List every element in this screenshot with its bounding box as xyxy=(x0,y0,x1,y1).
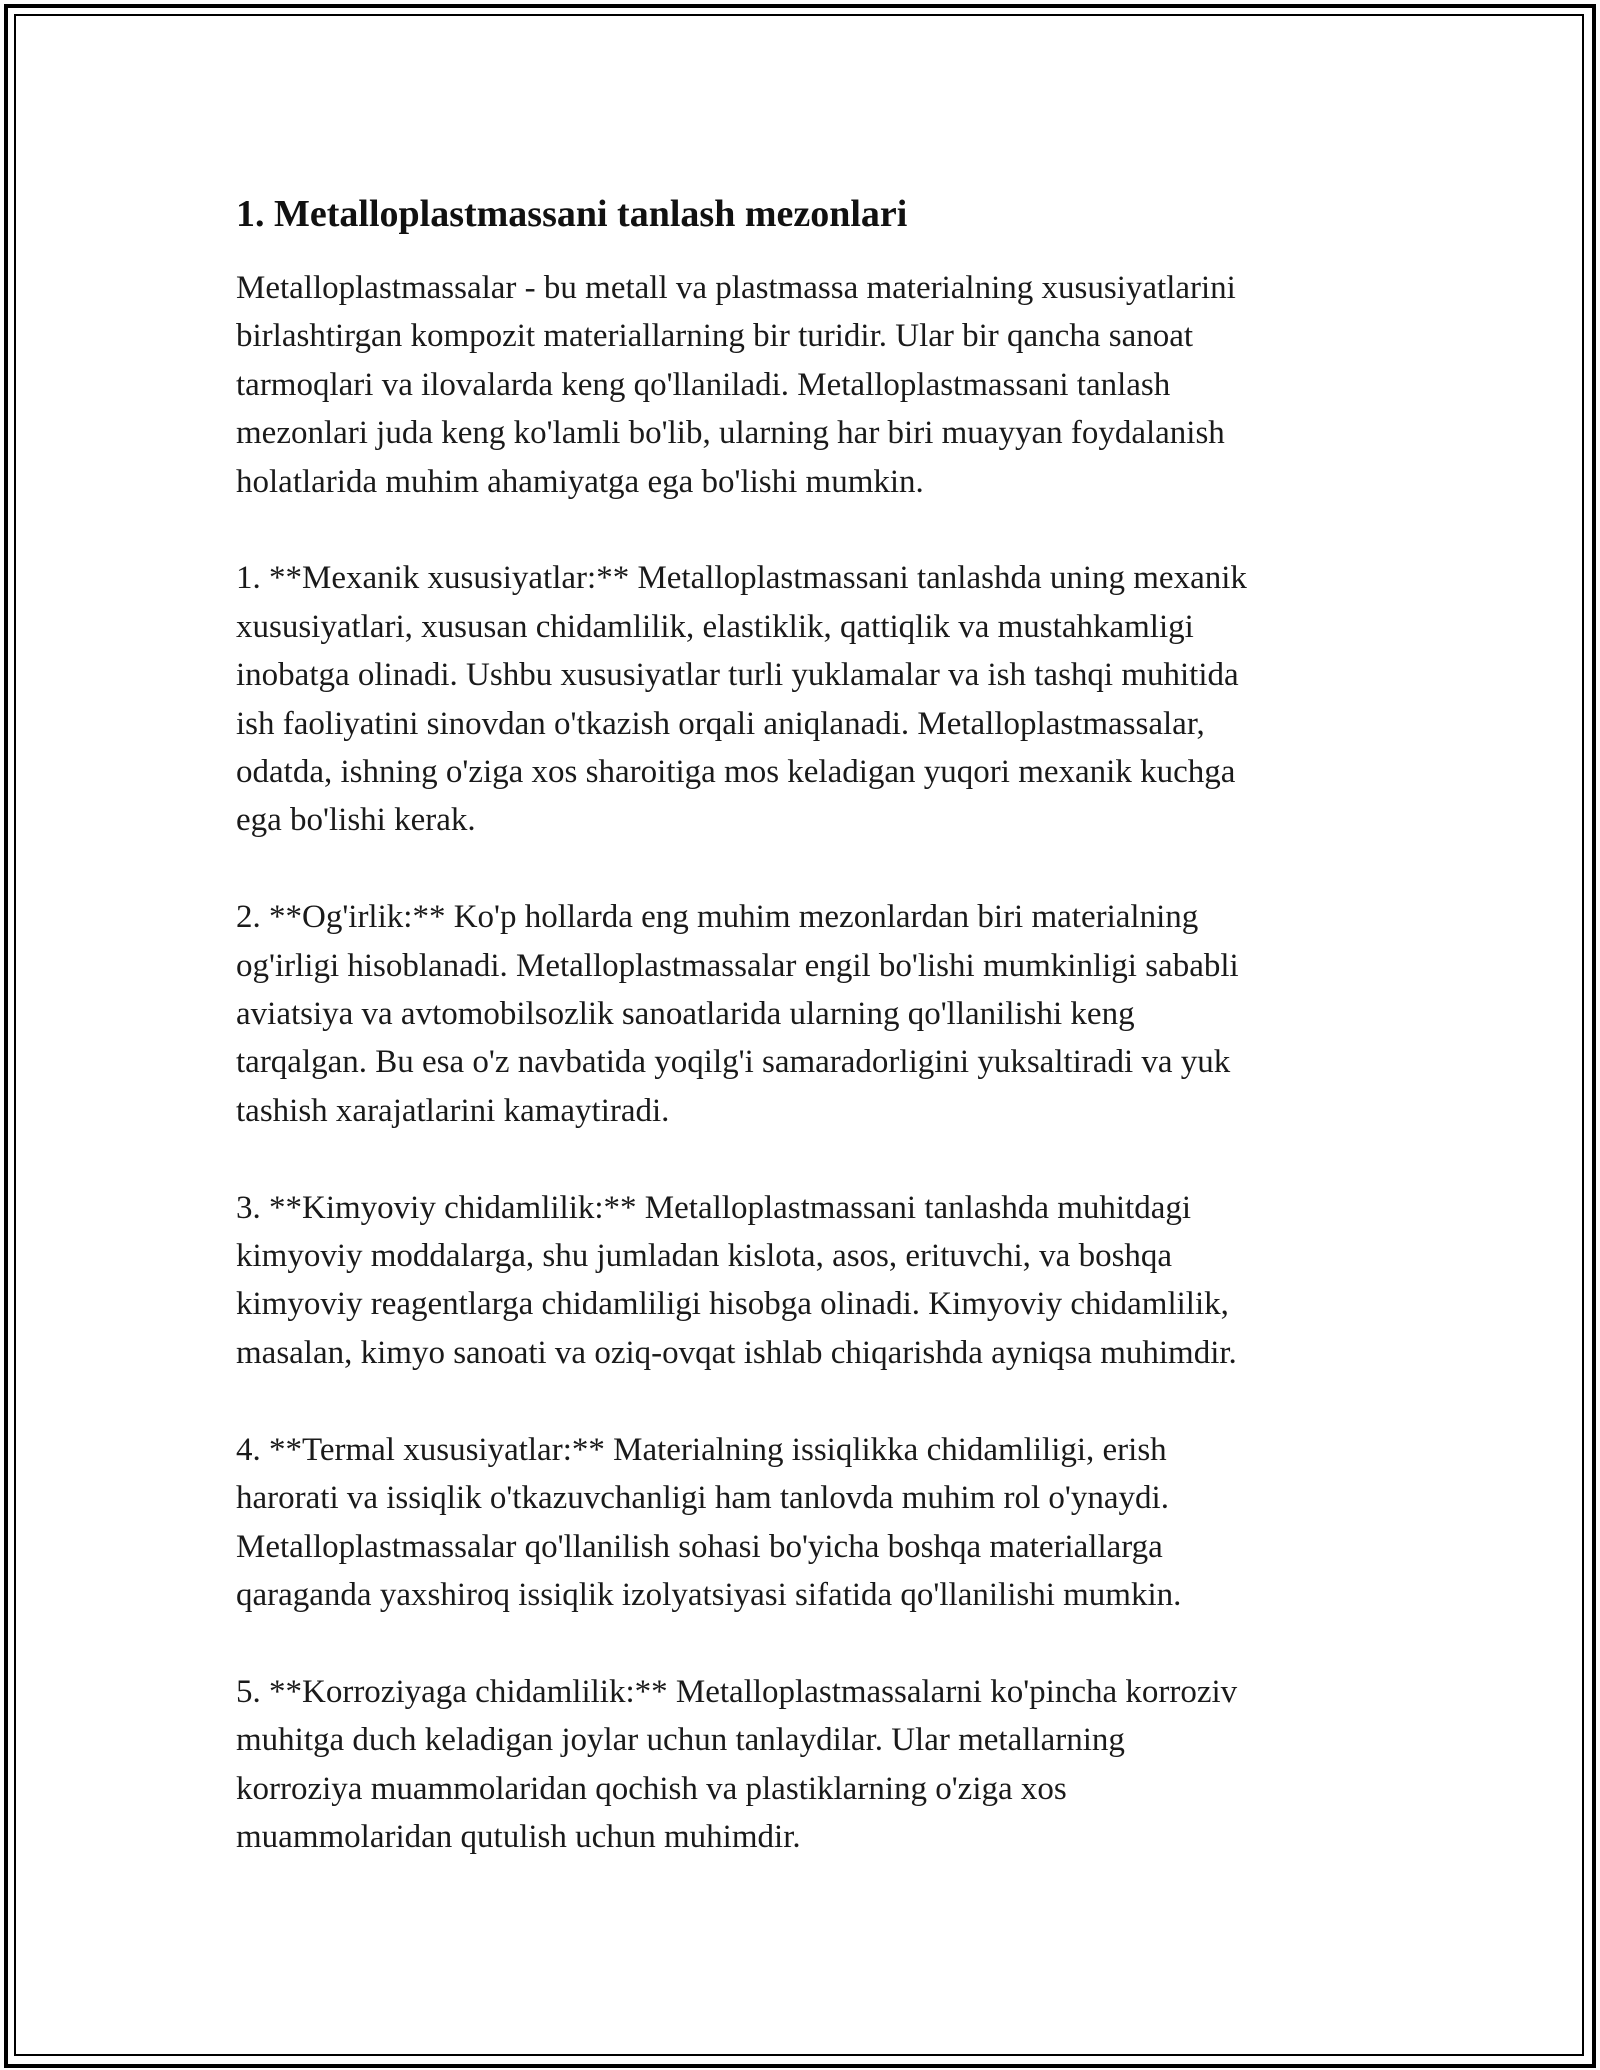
paragraph-line: Metalloplastmassalar - bu metall va plastmassa materialning xususiyatlarini xyxy=(236,270,1236,306)
paragraph-line: 2. **Og'irlik:** Ko'p hollarda eng muhim mezonlardan biri materialning xyxy=(236,899,1199,936)
paragraph-line: xususiyatlari, xususan chidamlilik, elastiklik, qattiqlik va mustahkamligi xyxy=(236,608,1194,645)
paragraph-line: tarqalgan. Bu esa o'z navbatida yoqilg'i samaradorligini yuksaltiradi va yuk xyxy=(236,1044,1231,1081)
paragraph-line: tarmoqlari va ilovalarda keng qo'llaniladi. Metalloplastmassani tanlash xyxy=(236,366,1171,403)
paragraph-line: harorati va issiqlik o'tkazuvchanligi ham tanlovda muhim rol o'ynaydi. xyxy=(236,1480,1169,1517)
paragraph-line: Metalloplastmassalar qo'llanilish sohasi bo'yicha boshqa materiallarga xyxy=(236,1528,1163,1565)
paragraph-line: 1. **Mexanik xususiyatlar:** Metalloplastmassani tanlashda uning mexanik xyxy=(236,560,1247,597)
paragraph-line: muammolaridan qutulish uchun muhimdir. xyxy=(236,1818,801,1855)
paragraph-line: inobatga olinadi. Ushbu xususiyatlar turli yuklamalar va ish tashqi muhitida xyxy=(236,657,1239,694)
paragraph-line: muhitga duch keladigan joylar uchun tanlaydilar. Ular metallarning xyxy=(236,1722,1125,1759)
paragraph-line: 4. **Termal xususiyatlar:** Materialning issiqlikka chidamliligi, erish xyxy=(236,1431,1167,1468)
criterion-corrosion-paragraph xyxy=(236,1668,1376,1862)
paragraph-line: mezonlari juda keng ko'lamli bo'lib, ularning har biri muayyan foydalanish xyxy=(236,415,1225,452)
intro-paragraph xyxy=(236,264,1376,506)
paragraph-line: korroziya muammolaridan qochish va plastiklarning o'ziga xos xyxy=(236,1770,1067,1807)
paragraph-line: 3. **Kimyoviy chidamlilik:** Metalloplastmassani tanlashda muhitdagi xyxy=(236,1189,1192,1226)
paragraph-line: masalan, kimyo sanoati va oziq-ovqat ishlab chiqarishda ayniqsa muhimdir. xyxy=(236,1334,1237,1371)
paragraph-line: 5. **Korroziyaga chidamlilik:** Metalloplastmassalarni ko'pincha korroziv xyxy=(236,1673,1238,1710)
criterion-thermal-paragraph xyxy=(236,1426,1376,1620)
document-title: 1. Metalloplastmassani tanlash mezonlari xyxy=(236,193,908,235)
paragraph-line: odatda, ishning o'ziga xos sharoitiga mos keladigan yuqori mexanik kuchga xyxy=(236,754,1236,791)
paragraph-line: holatlarida muhim ahamiyatga ega bo'lishi mumkin. xyxy=(236,463,924,500)
paragraph-line: ega bo'lishi kerak. xyxy=(236,802,476,839)
paragraph-line: tashish xarajatlarini kamaytiradi. xyxy=(236,1092,670,1129)
paragraph-line: og'irligi hisoblanadi. Metalloplastmassalar engil bo'lishi mumkinligi sababli xyxy=(236,947,1239,984)
criterion-mechanical-paragraph xyxy=(236,554,1376,844)
paragraph-line: ish faoliyatini sinovdan o'tkazish orqali aniqlanadi. Metalloplastmassalar, xyxy=(236,705,1205,742)
paragraph-line: kimyoviy moddalarga, shu jumladan kislota, asos, erituvchi, va boshqa xyxy=(236,1238,1173,1275)
paragraph-line: birlashtirgan kompozit materiallarning bir turidir. Ular bir qancha sanoat xyxy=(236,318,1194,355)
document-body xyxy=(236,186,1376,1910)
paragraph-line: aviatsiya va avtomobilsozlik sanoatlarida ularning qo'llanilishi keng xyxy=(236,996,1135,1033)
paragraph-line: kimyoviy reagentlarga chidamliligi hisobga olinadi. Kimyoviy chidamlilik, xyxy=(236,1286,1229,1323)
criterion-weight-paragraph xyxy=(236,893,1376,1135)
criterion-chemical-paragraph xyxy=(236,1184,1376,1378)
paragraph-line: qaraganda yaxshiroq issiqlik izolyatsiyasi sifatida qo'llanilishi mumkin. xyxy=(236,1576,1182,1613)
